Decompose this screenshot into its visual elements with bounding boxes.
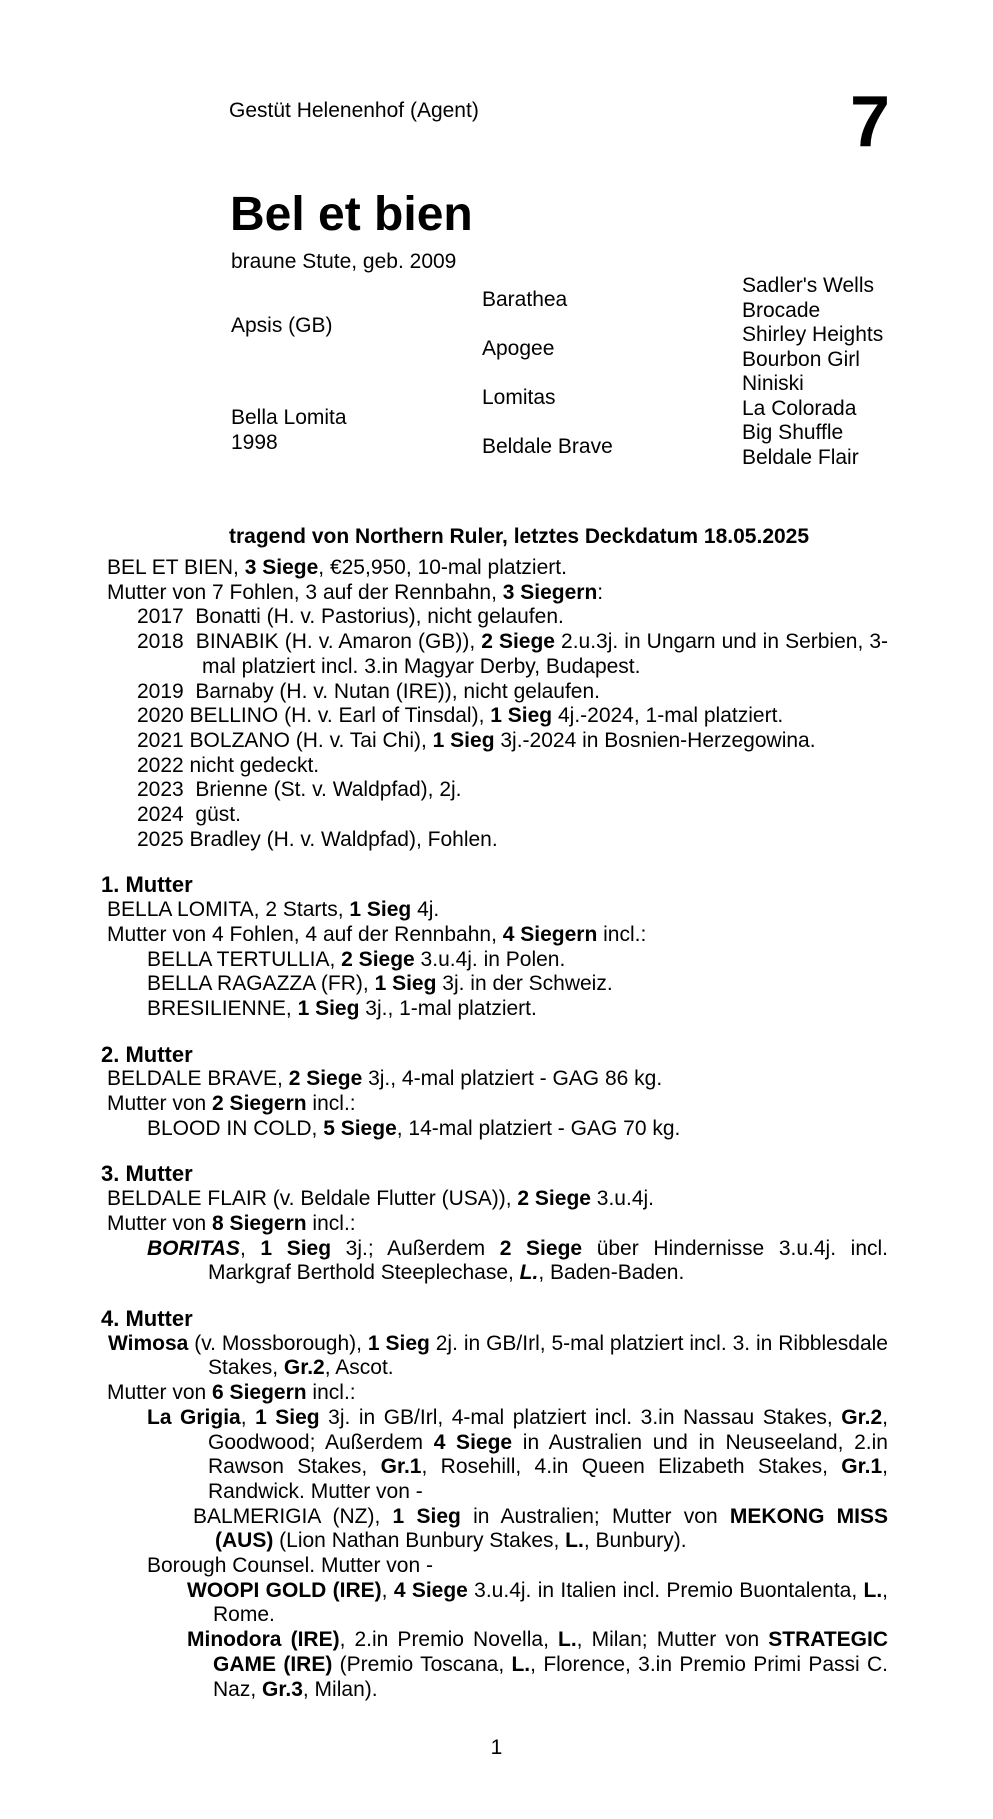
body-paragraph	[101, 1187, 888, 1212]
body-text	[101, 556, 888, 1702]
body-paragraph	[101, 1406, 888, 1505]
text-run: 3. Mutter	[101, 1161, 193, 1187]
text-run: 4. Mutter	[101, 1305, 193, 1331]
text-run: WOOPI GOLD (IRE)	[187, 1578, 382, 1602]
body-paragraph	[101, 948, 888, 973]
body-paragraph	[101, 630, 888, 679]
text-run: 1 Sieg	[349, 898, 412, 922]
text-run: ,	[381, 1578, 394, 1602]
text-run: 3j.-2024 in Bosnien-Herzegowina.	[494, 728, 816, 752]
text-run: 6 Siegern	[212, 1381, 307, 1405]
section-heading	[101, 873, 888, 898]
text-run: 1. Mutter	[101, 872, 193, 898]
text-run: La Grigia	[147, 1405, 241, 1429]
text-run: BELDALE BRAVE,	[107, 1067, 289, 1091]
section-heading	[101, 1162, 888, 1187]
text-run: Mutter von	[107, 1092, 213, 1116]
text-run: incl.:	[306, 1381, 356, 1405]
text-run: 2024 güst.	[137, 803, 241, 827]
text-run: 2020 BELLINO (H. v. Earl of Tinsdal),	[137, 704, 491, 728]
text-run: 1 Sieg	[392, 1504, 461, 1528]
text-run: 1 Sieg	[297, 996, 360, 1020]
text-run: BELLA LOMITA, 2 Starts,	[107, 898, 350, 922]
horse-name: Bel et bien	[230, 188, 473, 241]
text-run: BELDALE FLAIR (v. Beldale Flutter (USA)),	[107, 1187, 518, 1211]
page-number: 1	[490, 1736, 503, 1759]
text-run: in Australien; Mutter von	[460, 1504, 730, 1528]
text-run: 2 Siege	[288, 1067, 363, 1091]
text-run: 3j. in GB/Irl, 4-mal platziert incl. 3.in Nassau Stakes,	[319, 1405, 842, 1429]
text-run: Borough Counsel. Mutter von -	[147, 1554, 433, 1578]
pedigree-grandparent: Apogee	[482, 337, 555, 360]
text-run: 2025 Bradley (H. v. Waldpfad), Fohlen.	[137, 827, 498, 851]
text-run: 3 Siegern	[502, 580, 598, 604]
text-run: 4 Siegern	[502, 922, 598, 946]
text-run: 2023 Brienne (St. v. Waldpfad), 2j.	[137, 778, 462, 802]
text-run: (v. Mossborough),	[188, 1331, 368, 1355]
body-paragraph	[101, 923, 888, 948]
text-run: 1 Sieg	[432, 728, 495, 752]
text-run: 1 Sieg	[260, 1236, 332, 1260]
text-run: 8 Siegern	[212, 1211, 307, 1235]
text-run: 3j. in der Schweiz.	[436, 972, 613, 996]
pedigree-grandparent: Barathea	[482, 288, 568, 311]
pedigree-dam-year: 1998	[231, 430, 278, 454]
text-run: 3j.; Außerdem	[331, 1236, 500, 1260]
pedigree-great-grandparent: Beldale Flair	[742, 445, 859, 469]
pedigree-table	[231, 274, 993, 470]
pedigree-great-grandparents	[742, 274, 883, 470]
text-run: , Bunbury).	[583, 1529, 687, 1553]
section-heading	[101, 1307, 888, 1332]
text-run: BALMERIGIA (NZ),	[193, 1504, 393, 1528]
pedigree-great-grandparent: Niniski	[742, 372, 804, 395]
pedigree-great-grandparent: La Colorada	[742, 396, 857, 420]
body-paragraph	[101, 1381, 888, 1406]
body-paragraph	[101, 556, 888, 581]
text-run: 5 Siege	[323, 1116, 397, 1140]
horse-description: braune Stute, geb. 2009	[231, 250, 457, 273]
body-paragraph	[101, 972, 888, 997]
text-run: 1 Sieg	[367, 1331, 430, 1355]
lot-number: 7	[849, 82, 890, 162]
body-paragraph	[101, 754, 888, 779]
body-paragraph	[101, 1554, 888, 1579]
body-paragraph	[101, 1117, 888, 1142]
text-run: Gr.1	[380, 1455, 422, 1479]
text-run: in Australien und in Neuseeland, 2.in Rawson Stakes,	[208, 1430, 888, 1479]
body-paragraph	[101, 803, 888, 828]
text-run: 2 Siege	[517, 1187, 591, 1211]
text-run: Gr.3	[262, 1677, 303, 1701]
body-paragraph	[101, 997, 888, 1022]
text-run: 2 Siegern	[212, 1092, 307, 1116]
text-run: 2j. in GB/Irl, 5-mal platziert incl. 3. in Ribblesdale Stakes,	[208, 1331, 888, 1380]
text-run: 4 Siege	[393, 1578, 468, 1602]
text-run: , Goodwood; Außerdem	[208, 1405, 889, 1454]
body-paragraph	[101, 1067, 888, 1092]
text-run: Mutter von	[107, 1381, 213, 1405]
text-run: Mutter von 4 Fohlen, 4 auf der Rennbahn,	[107, 922, 503, 946]
pedigree-grandparent: Beldale Brave	[482, 435, 613, 458]
text-run: 3.u.4j. in Italien incl. Premio Buontalenta,	[467, 1578, 864, 1602]
text-run: ,	[240, 1405, 256, 1429]
text-run: , Milan).	[302, 1677, 378, 1701]
text-run: Mutter von	[107, 1211, 213, 1235]
text-run: incl.:	[306, 1211, 356, 1235]
text-run: 3j., 1-mal platziert.	[359, 996, 537, 1020]
text-run: BRESILIENNE,	[147, 996, 298, 1020]
text-run: 2019 Barnaby (H. v. Nutan (IRE)), nicht gelaufen.	[137, 679, 601, 703]
text-run: L.	[863, 1578, 883, 1602]
body-paragraph	[101, 680, 888, 705]
text-run: , Milan; Mutter von	[576, 1628, 769, 1652]
text-run: 4 Siege	[433, 1430, 513, 1454]
text-run: Gr.2	[283, 1356, 325, 1380]
text-run: , Rome.	[213, 1578, 889, 1627]
text-run: BELLA RAGAZZA (FR),	[147, 972, 375, 996]
text-run: Wimosa	[108, 1331, 189, 1355]
text-run: 2. Mutter	[101, 1041, 193, 1067]
covering-note: tragend von Northern Ruler, letztes Deckdatum 18.05.2025	[229, 525, 810, 548]
section-heading	[101, 1043, 888, 1068]
body-paragraph	[101, 704, 888, 729]
text-run: 2021 BOLZANO (H. v. Tai Chi),	[137, 728, 433, 752]
text-run: 2 Siege	[499, 1236, 583, 1260]
text-run: 3j., 4-mal platziert - GAG 86 kg.	[362, 1067, 663, 1091]
text-run: 2 Siege	[481, 630, 555, 654]
pedigree-great-grandparent: Big Shuffle	[742, 421, 844, 444]
text-run: STRATEGIC GAME (IRE)	[213, 1628, 889, 1676]
text-run: 2 Siege	[341, 947, 415, 971]
text-run: , Ascot.	[324, 1356, 394, 1380]
body-paragraph	[101, 1092, 888, 1117]
pedigree-great-grandparent: Sadler's Wells	[742, 274, 874, 297]
text-run: BLOOD IN COLD,	[147, 1116, 324, 1140]
text-run: , 14-mal platziert - GAG 70 kg.	[396, 1116, 681, 1140]
text-run: L.	[511, 1652, 531, 1676]
text-run: BEL ET BIEN,	[107, 556, 245, 579]
pedigree-sire: Apsis (GB)	[231, 314, 333, 337]
text-run: , Randwick. Mutter von -	[208, 1455, 888, 1503]
pedigree-dam-name: Bella Lomita	[231, 406, 347, 429]
pedigree-grandparent: Lomitas	[482, 386, 556, 409]
pedigree-great-grandparent: Shirley Heights	[742, 323, 884, 346]
text-run: (Lion Nathan Bunbury Stakes,	[273, 1529, 566, 1553]
pedigree-dam	[231, 406, 347, 455]
text-run: , 2.in Premio Novella,	[339, 1628, 558, 1652]
text-run: 1 Sieg	[490, 704, 553, 728]
body-paragraph	[101, 778, 888, 803]
text-run: Mutter von 7 Fohlen, 3 auf der Rennbahn,	[107, 580, 503, 604]
text-run: 2022 nicht gedeckt.	[137, 753, 320, 777]
text-run: 3.u.4j.	[590, 1187, 654, 1211]
text-run: incl.:	[306, 1092, 356, 1116]
text-run: :	[597, 580, 604, 604]
text-run: 3 Siege	[244, 556, 319, 579]
text-run: 2017 Bonatti (H. v. Pastorius), nicht gelaufen.	[137, 605, 564, 629]
body-paragraph	[101, 898, 888, 923]
text-run: , €25,950, 10-mal platziert.	[318, 556, 567, 579]
text-run: (Premio Toscana,	[332, 1652, 512, 1676]
text-run: 1 Sieg	[374, 972, 437, 996]
text-run: MEKONG MISS (AUS)	[215, 1504, 889, 1553]
text-run: , Rosehill, 4.in Queen Elizabeth Stakes,	[421, 1455, 842, 1479]
text-run: 2.u.3j. in Ungarn und in Serbien, 3-mal platziert incl. 3.in Magyar Derby, Budapest.	[202, 630, 889, 678]
body-paragraph	[101, 605, 888, 630]
text-run: 4j.-2024, 1-mal platziert.	[552, 704, 784, 728]
consignor-name: Gestüt Helenenhof (Agent)	[229, 99, 479, 122]
text-run: , Florence, 3.in Premio Primi Passi C. Naz,	[213, 1652, 889, 1701]
text-run: L.	[565, 1529, 584, 1553]
body-paragraph	[101, 581, 888, 606]
body-paragraph	[101, 729, 888, 754]
body-paragraph	[101, 1332, 888, 1381]
text-run: über Hindernisse 3.u.4j. incl. Markgraf Berthold Steeplechase,	[208, 1236, 888, 1285]
text-run: 4j.	[411, 898, 440, 922]
body-paragraph	[101, 1505, 888, 1554]
text-run: incl.:	[597, 922, 647, 946]
text-run: , Baden-Baden.	[538, 1261, 685, 1285]
body-paragraph	[101, 828, 888, 853]
text-run: BELLA TERTULLIA,	[147, 947, 342, 971]
text-run: 3.u.4j. in Polen.	[414, 947, 566, 971]
body-paragraph	[101, 1579, 888, 1628]
text-run: L.	[519, 1261, 539, 1285]
pedigree-great-grandparent: Brocade	[742, 298, 821, 322]
text-run: ,	[239, 1236, 261, 1260]
text-run: BORITAS	[147, 1236, 240, 1260]
pedigree-great-grandparent: Bourbon Girl	[742, 347, 860, 371]
text-run: 2018 BINABIK (H. v. Amaron (GB)),	[137, 630, 482, 654]
text-run: Gr.1	[841, 1455, 883, 1479]
body-paragraph	[101, 1237, 888, 1286]
body-paragraph	[101, 1212, 888, 1237]
text-run: Minodora (IRE)	[187, 1628, 340, 1652]
text-run: L.	[558, 1628, 577, 1652]
text-run: 1 Sieg	[255, 1405, 320, 1429]
body-paragraph	[101, 1628, 888, 1702]
text-run: Gr.2	[841, 1405, 883, 1429]
